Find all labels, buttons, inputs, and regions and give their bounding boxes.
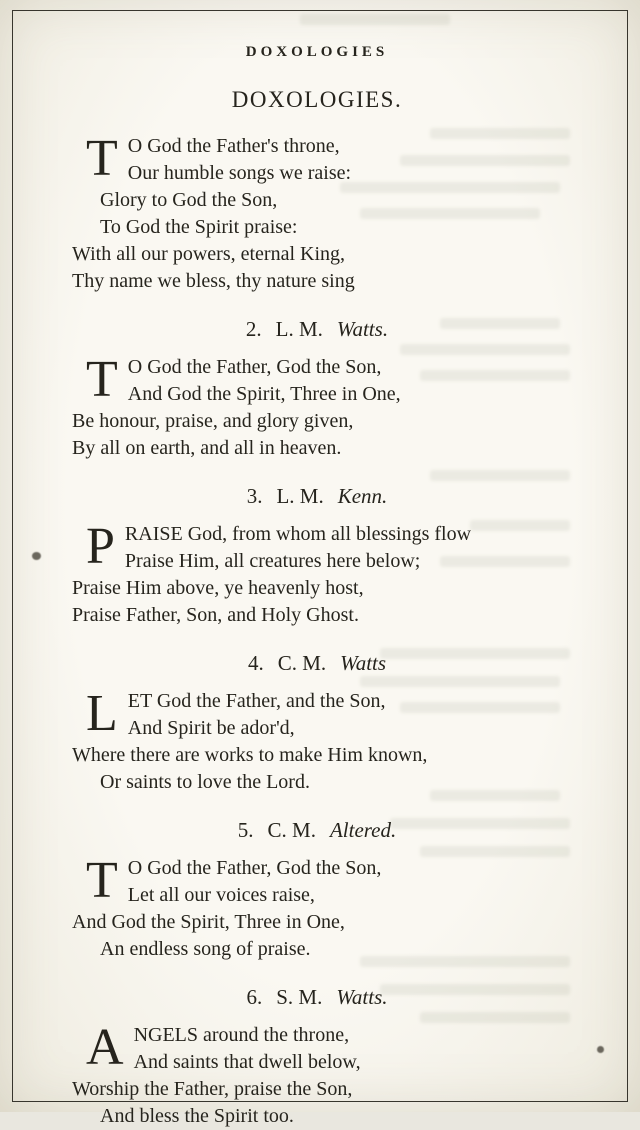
hymn-number: 3. — [246, 484, 263, 508]
verse-line: Where there are works to make Him known, — [72, 744, 428, 766]
hymn — [72, 484, 562, 629]
page-title: DOXOLOGIES. — [231, 87, 403, 112]
hymn-meter: C. M. — [267, 818, 316, 842]
hymn-heading — [72, 818, 562, 843]
verse-line: Or saints to love the Lord. — [100, 771, 310, 793]
verse-line: With all our powers, eternal King, — [72, 243, 346, 265]
hymn-number: 2. — [245, 317, 262, 341]
verse-line: RAISE God, from whom all blessings flow — [124, 523, 472, 545]
verse-line: Let all our voices raise, — [127, 884, 315, 906]
hymn-heading — [72, 317, 562, 342]
hymn-verse — [72, 1019, 562, 1130]
hymn-meter: S. M. — [276, 985, 323, 1009]
verse-line: O God the Father, God the Son, — [127, 857, 382, 879]
verse-line: Be honour, praise, and glory given, — [72, 410, 354, 432]
hymn-verse — [72, 518, 562, 629]
page-content — [12, 10, 628, 1127]
verse-line: Praise Him above, ye heavenly host, — [72, 577, 364, 599]
verse-line: Glory to God the Son, — [100, 189, 278, 211]
verse-line: Our humble songs we raise: — [127, 162, 352, 184]
hymn — [72, 818, 562, 963]
hymn-meter: C. M. — [277, 651, 327, 675]
hymn-number: 6. — [246, 985, 263, 1009]
verse-line: Thy name we bless, thy nature sing — [72, 270, 355, 292]
verse-line: And saints that dwell below, — [133, 1051, 361, 1073]
verse-line: O God the Father's throne, — [127, 135, 340, 157]
verse-line: NGELS around the throne, — [133, 1024, 350, 1046]
hymn-author: Watts. — [336, 985, 388, 1009]
hymn-author: Altered. — [329, 818, 397, 842]
hymn-meter: L. M. — [275, 317, 323, 341]
verse-line: An endless song of praise. — [100, 938, 311, 960]
verse-line: And bless the Spirit too. — [100, 1105, 294, 1127]
hymn-number: 4. — [247, 651, 264, 675]
hymn-author: Kenn. — [337, 484, 388, 508]
verse-line: And Spirit be ador'd, — [127, 717, 295, 739]
hymn-heading — [72, 985, 562, 1010]
hymn-author: Watts. — [336, 317, 389, 341]
hymn-verse — [72, 852, 562, 963]
hymn — [72, 130, 562, 295]
verse-line: ET God the Father, and the Son, — [127, 690, 386, 712]
verse-line: And God the Spirit, Three in One, — [72, 911, 345, 933]
verse-line: O God the Father, God the Son, — [127, 356, 382, 378]
hymn — [72, 317, 562, 462]
drop-cap: T — [86, 130, 119, 187]
hymn-author: Watts — [340, 651, 387, 675]
hymn-number: 5. — [237, 818, 254, 842]
hymn — [72, 985, 562, 1130]
verse-line: Praise Him, all creatures here below; — [124, 550, 421, 572]
verse-line: And God the Spirit, Three in One, — [127, 383, 401, 405]
hymn-meter: L. M. — [276, 484, 324, 508]
drop-cap: T — [86, 852, 119, 909]
running-head: DOXOLOGIES — [245, 44, 389, 60]
hymn-verse — [72, 130, 562, 295]
hymn — [72, 651, 562, 796]
hymn-verse — [72, 351, 562, 462]
verse-line: Worship the Father, praise the Son, — [72, 1078, 353, 1100]
drop-cap: T — [86, 351, 119, 408]
drop-cap: A — [86, 1019, 125, 1076]
drop-cap: L — [86, 685, 119, 742]
verse-line: Praise Father, Son, and Holy Ghost. — [72, 604, 359, 626]
hymn-heading — [72, 651, 562, 676]
verse-line: By all on earth, and all in heaven. — [72, 437, 342, 459]
hymn-heading — [72, 484, 562, 509]
drop-cap: P — [86, 518, 116, 575]
hymn-verse — [72, 685, 562, 796]
verse-line: To God the Spirit praise: — [100, 216, 298, 238]
